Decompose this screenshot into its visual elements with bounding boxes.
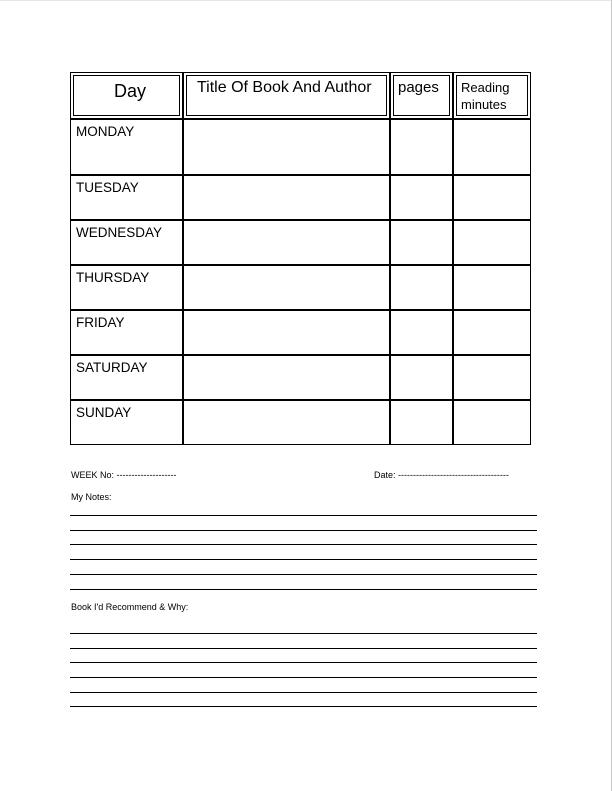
table-row [70, 175, 531, 220]
pages-cell[interactable] [390, 400, 453, 445]
title-cell[interactable] [183, 400, 390, 445]
notes-line[interactable] [70, 589, 537, 590]
pages-cell[interactable] [390, 310, 453, 355]
header-day-label: Day [114, 81, 147, 101]
week-number-label: WEEK No: -------------------- [71, 470, 177, 480]
day-label: SUNDAY [76, 405, 132, 420]
day-label: THURSDAY [76, 270, 150, 285]
minutes-cell[interactable] [453, 220, 531, 265]
header-reading-minutes [453, 72, 531, 119]
day-label: MONDAY [76, 124, 135, 139]
recommend-line[interactable] [70, 706, 537, 707]
minutes-cell[interactable] [453, 175, 531, 220]
minutes-cell[interactable] [453, 400, 531, 445]
recommend-line[interactable] [70, 692, 537, 693]
notes-label: My Notes: [71, 492, 112, 502]
day-cell [70, 119, 183, 175]
date-label: Date: ------------------------------------- [374, 470, 509, 480]
minutes-cell[interactable] [453, 355, 531, 400]
day-cell [70, 265, 183, 310]
header-pages-label: pages [398, 79, 439, 96]
reading-log-table [70, 72, 531, 445]
table-row [70, 119, 531, 175]
title-cell[interactable] [183, 119, 390, 175]
title-cell[interactable] [183, 220, 390, 265]
title-cell[interactable] [183, 175, 390, 220]
pages-cell[interactable] [390, 220, 453, 265]
pages-cell[interactable] [390, 119, 453, 175]
table-header-row [70, 72, 531, 119]
title-cell[interactable] [183, 265, 390, 310]
day-cell [70, 220, 183, 265]
day-cell [70, 400, 183, 445]
recommend-line[interactable] [70, 633, 537, 634]
header-day [70, 72, 183, 119]
header-minutes-label: Reading minutes [461, 80, 510, 112]
recommend-line[interactable] [70, 648, 537, 649]
notes-line[interactable] [70, 559, 537, 560]
page-top-edge [0, 0, 612, 1]
minutes-cell[interactable] [453, 310, 531, 355]
notes-line[interactable] [70, 530, 537, 531]
notes-line[interactable] [70, 544, 537, 545]
day-label: WEDNESDAY [76, 225, 163, 240]
minutes-cell[interactable] [453, 265, 531, 310]
day-label: FRIDAY [76, 315, 125, 330]
title-cell[interactable] [183, 310, 390, 355]
day-label: TUESDAY [76, 180, 139, 195]
table-row [70, 310, 531, 355]
day-cell [70, 355, 183, 400]
table-row [70, 220, 531, 265]
header-pages [390, 72, 453, 119]
notes-line[interactable] [70, 574, 537, 575]
notes-line[interactable] [70, 515, 537, 516]
table-row [70, 355, 531, 400]
recommend-line[interactable] [70, 677, 537, 678]
table-row [70, 400, 531, 445]
minutes-cell[interactable] [453, 119, 531, 175]
day-cell [70, 175, 183, 220]
pages-cell[interactable] [390, 175, 453, 220]
pages-cell[interactable] [390, 265, 453, 310]
day-label: SATURDAY [76, 360, 148, 375]
day-cell [70, 310, 183, 355]
recommend-line[interactable] [70, 662, 537, 663]
title-cell[interactable] [183, 355, 390, 400]
header-title-label: Title Of Book And Author [197, 79, 372, 96]
pages-cell[interactable] [390, 355, 453, 400]
header-title-author [183, 72, 390, 119]
table-row [70, 265, 531, 310]
recommend-label: Book I'd Recommend & Why: [71, 602, 189, 612]
